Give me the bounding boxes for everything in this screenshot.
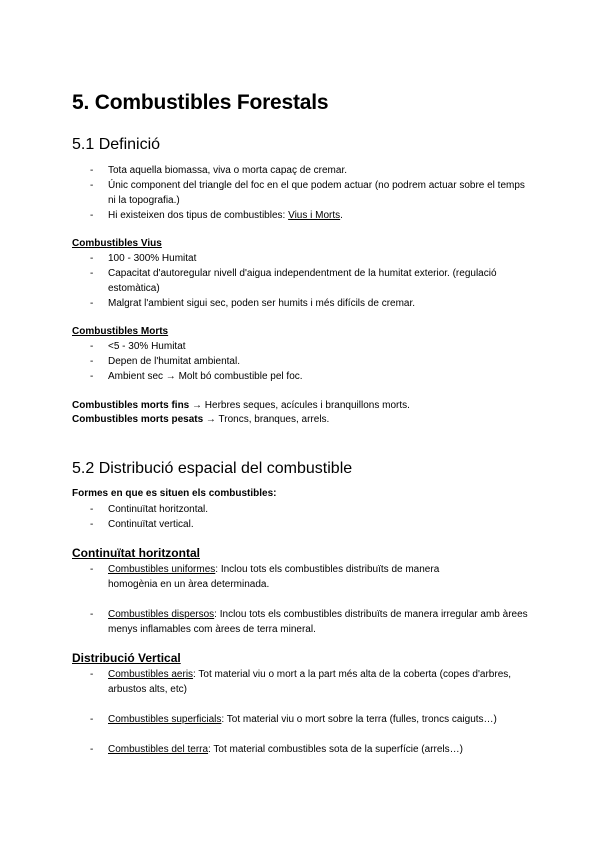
list-item: - Depen de l'humitat ambiental.	[72, 354, 532, 369]
list-item: - Malgrat l'ambient sigui sec, poden ser humits i més difícils de cremar.	[72, 296, 532, 311]
morts-fins-text: → Herbres seques, acícules i branquillons morts.	[189, 400, 410, 411]
section-heading-distribucio: 5.2 Distribució espacial del combustible	[72, 460, 353, 477]
list-item: - Capacitat d'autoregular nivell d'aigua independentment de la humitat exterior. (regulació estomàtica)	[72, 266, 532, 296]
morts-heading: Combustibles Morts	[72, 326, 169, 337]
list-item	[72, 667, 528, 697]
list-item: - Continuïtat horitzontal.	[72, 502, 532, 517]
horitzontal-list	[72, 562, 532, 637]
morts-pesats-line	[72, 414, 329, 425]
morts-fins-term: Combustibles morts fins	[72, 400, 190, 411]
morts-fins-line	[72, 400, 410, 411]
vertical-list	[72, 667, 532, 757]
dispersos-term: Combustibles dispersos	[108, 609, 215, 620]
dispersos-text: : Inclou tots els combustibles distribuïts de manera irregular amb àrees menys inflamables com àrees de terra mineral.	[108, 609, 528, 635]
definicio-list	[72, 163, 532, 223]
vius-i-morts-text: Vius i Morts	[288, 210, 341, 221]
list-item	[72, 208, 532, 223]
list-item: - Tota aquella biomassa, viva o morta capaç de cremar.	[72, 163, 532, 178]
list-item	[72, 562, 458, 592]
list-item	[72, 178, 532, 208]
vertical-heading: Distribució Vertical	[72, 651, 181, 665]
list-item	[72, 742, 532, 757]
aeris-term: Combustibles aeris	[108, 669, 194, 680]
vius-heading: Combustibles Vius	[72, 238, 162, 249]
section-heading-definicio: 5.1 Definició	[72, 136, 161, 153]
superficials-term: Combustibles superficials	[108, 714, 222, 725]
list-item: - 100 - 300% Humitat	[72, 251, 532, 266]
aeris-text: : Tot material viu o mort a la part més alta de la coberta (copes d'arbres, arbustos alts, etc)	[108, 669, 512, 695]
list-item	[72, 607, 528, 637]
morts-pesats-term: Combustibles morts pesats	[72, 414, 204, 425]
list-item-suffix: .	[340, 210, 343, 221]
horitzontal-heading: Continuïtat horitzontal	[72, 546, 200, 560]
formes-heading: Formes en que es situen els combustibles:	[72, 488, 277, 499]
terra-text: : Tot material combustibles sota de la superfície (arrels…)	[208, 744, 463, 755]
vius-list	[72, 251, 532, 311]
list-item: - Ambient sec → Molt bó combustible pel foc.	[72, 369, 532, 384]
list-item: - <5 - 30% Humitat	[72, 339, 532, 354]
formes-list	[72, 502, 532, 532]
morts-pesats-text: → Troncs, branques, arrels.	[203, 414, 330, 425]
uniformes-term: Combustibles uniformes	[108, 564, 216, 575]
superficials-text: : Tot material viu o mort sobre la terra (fulles, troncs caiguts…)	[221, 714, 497, 725]
list-item: - Continuïtat vertical.	[72, 517, 532, 532]
terra-term: Combustibles del terra	[108, 744, 209, 755]
uniformes-text: : Inclou tots els combustibles distribuïts de manera homogènia en un àrea determinada.	[108, 564, 440, 590]
page-title: 5. Combustibles Forestals	[72, 91, 329, 114]
list-item-text: Hi existeixen dos tipus de combustibles:	[108, 210, 289, 221]
list-item	[72, 712, 508, 727]
list-item-text: Únic component del triangle del foc en el que podem actuar (no podrem actuar sobre el temps ni la topografia.)	[108, 180, 525, 206]
morts-list	[72, 339, 532, 384]
